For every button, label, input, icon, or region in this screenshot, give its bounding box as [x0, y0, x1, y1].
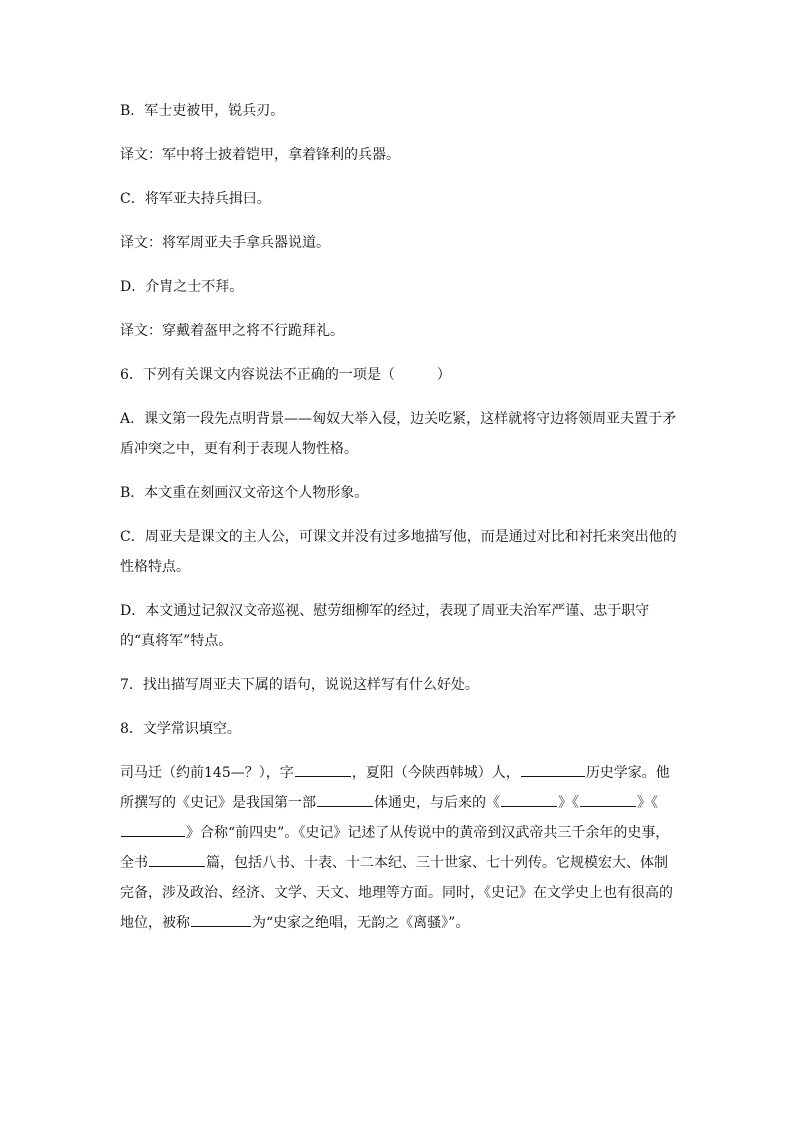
question-6-option-b: B．本文重在刻画汉文帝这个人物形象。: [120, 485, 369, 501]
question-6-option-d: D．本文通过记叙汉文帝巡视、慰劳细柳军的经过，表现了周亚夫治军严谨、忠于职守的“真将军”特点。: [120, 603, 650, 649]
blank-chapter-count[interactable]: [149, 850, 205, 867]
question-6-stem: 6．下列有关课文内容说法不正确的一项是（ ）: [120, 367, 451, 383]
blank-courtesy-name[interactable]: [295, 760, 351, 777]
blank-book-2[interactable]: [580, 790, 636, 807]
fill-text-5: 》《: [558, 795, 579, 811]
fill-text-4: 体通史，与后来的《: [374, 795, 500, 811]
fill-text-1: 司马迁（约前145—？），字: [120, 765, 294, 781]
question-8-stem: 8．文学常识填空。: [120, 721, 241, 737]
fill-text-2: ，夏阳（今陕西韩城）人，: [351, 765, 520, 781]
blank-book-3[interactable]: [121, 820, 185, 837]
blank-praised-by[interactable]: [191, 910, 251, 927]
question-6-option-c: C．周亚夫是课文的主人公，可课文并没有过多地描写他，而是通过对比和衬托来突出他的性格特点。: [120, 529, 677, 575]
option-d-text: D．介胄之士不拜。: [120, 279, 244, 295]
option-c-translation: 译文：将军周亚夫手拿兵器说道。: [120, 235, 330, 251]
blank-style[interactable]: [317, 790, 373, 807]
question-7-stem: 7．找出描写周亚夫下属的语句，说说这样写有什么好处。: [120, 677, 479, 693]
blank-book-1[interactable]: [501, 790, 557, 807]
option-d-translation: 译文：穿戴着盔甲之将不行跪拜礼。: [120, 323, 344, 339]
fill-text-9: 为“史家之绝唱，无韵之《离骚》”。: [252, 915, 470, 931]
option-b-translation: 译文：军中将士披着铠甲，拿着锋利的兵器。: [120, 147, 400, 163]
fill-text-3: 历史学家。他所撰写的《史记》是我国第一部: [120, 765, 670, 811]
blank-dynasty[interactable]: [521, 760, 585, 777]
fill-text-7: 》合称“前四史”。《史记》记述了从传说中的黄帝到汉武帝共三千余年的史事，全书: [120, 825, 670, 871]
fill-text-6: 》《: [637, 795, 658, 811]
question-8-fill-paragraph: [120, 758, 680, 938]
document-page: [120, 96, 680, 952]
question-6-option-a: A．课文第一段先点明背景——匈奴大举入侵，边关吃紧，这样就将守边将领周亚夫置于矛盾冲突之中，更有利于表现人物性格。: [120, 411, 677, 457]
option-c-text: C．将军亚夫持兵揖曰。: [120, 191, 271, 207]
fill-text-8: 篇，包括八书、十表、十二本纪、三十世家、七十列传。它规模宏大、体制完备，涉及政治、经济、文学、天文、地理等方面。同时，《史记》在文学史上也有很高的地位，被称: [120, 855, 673, 931]
option-b-text: B．军士吏被甲，锐兵刃。: [120, 103, 285, 119]
